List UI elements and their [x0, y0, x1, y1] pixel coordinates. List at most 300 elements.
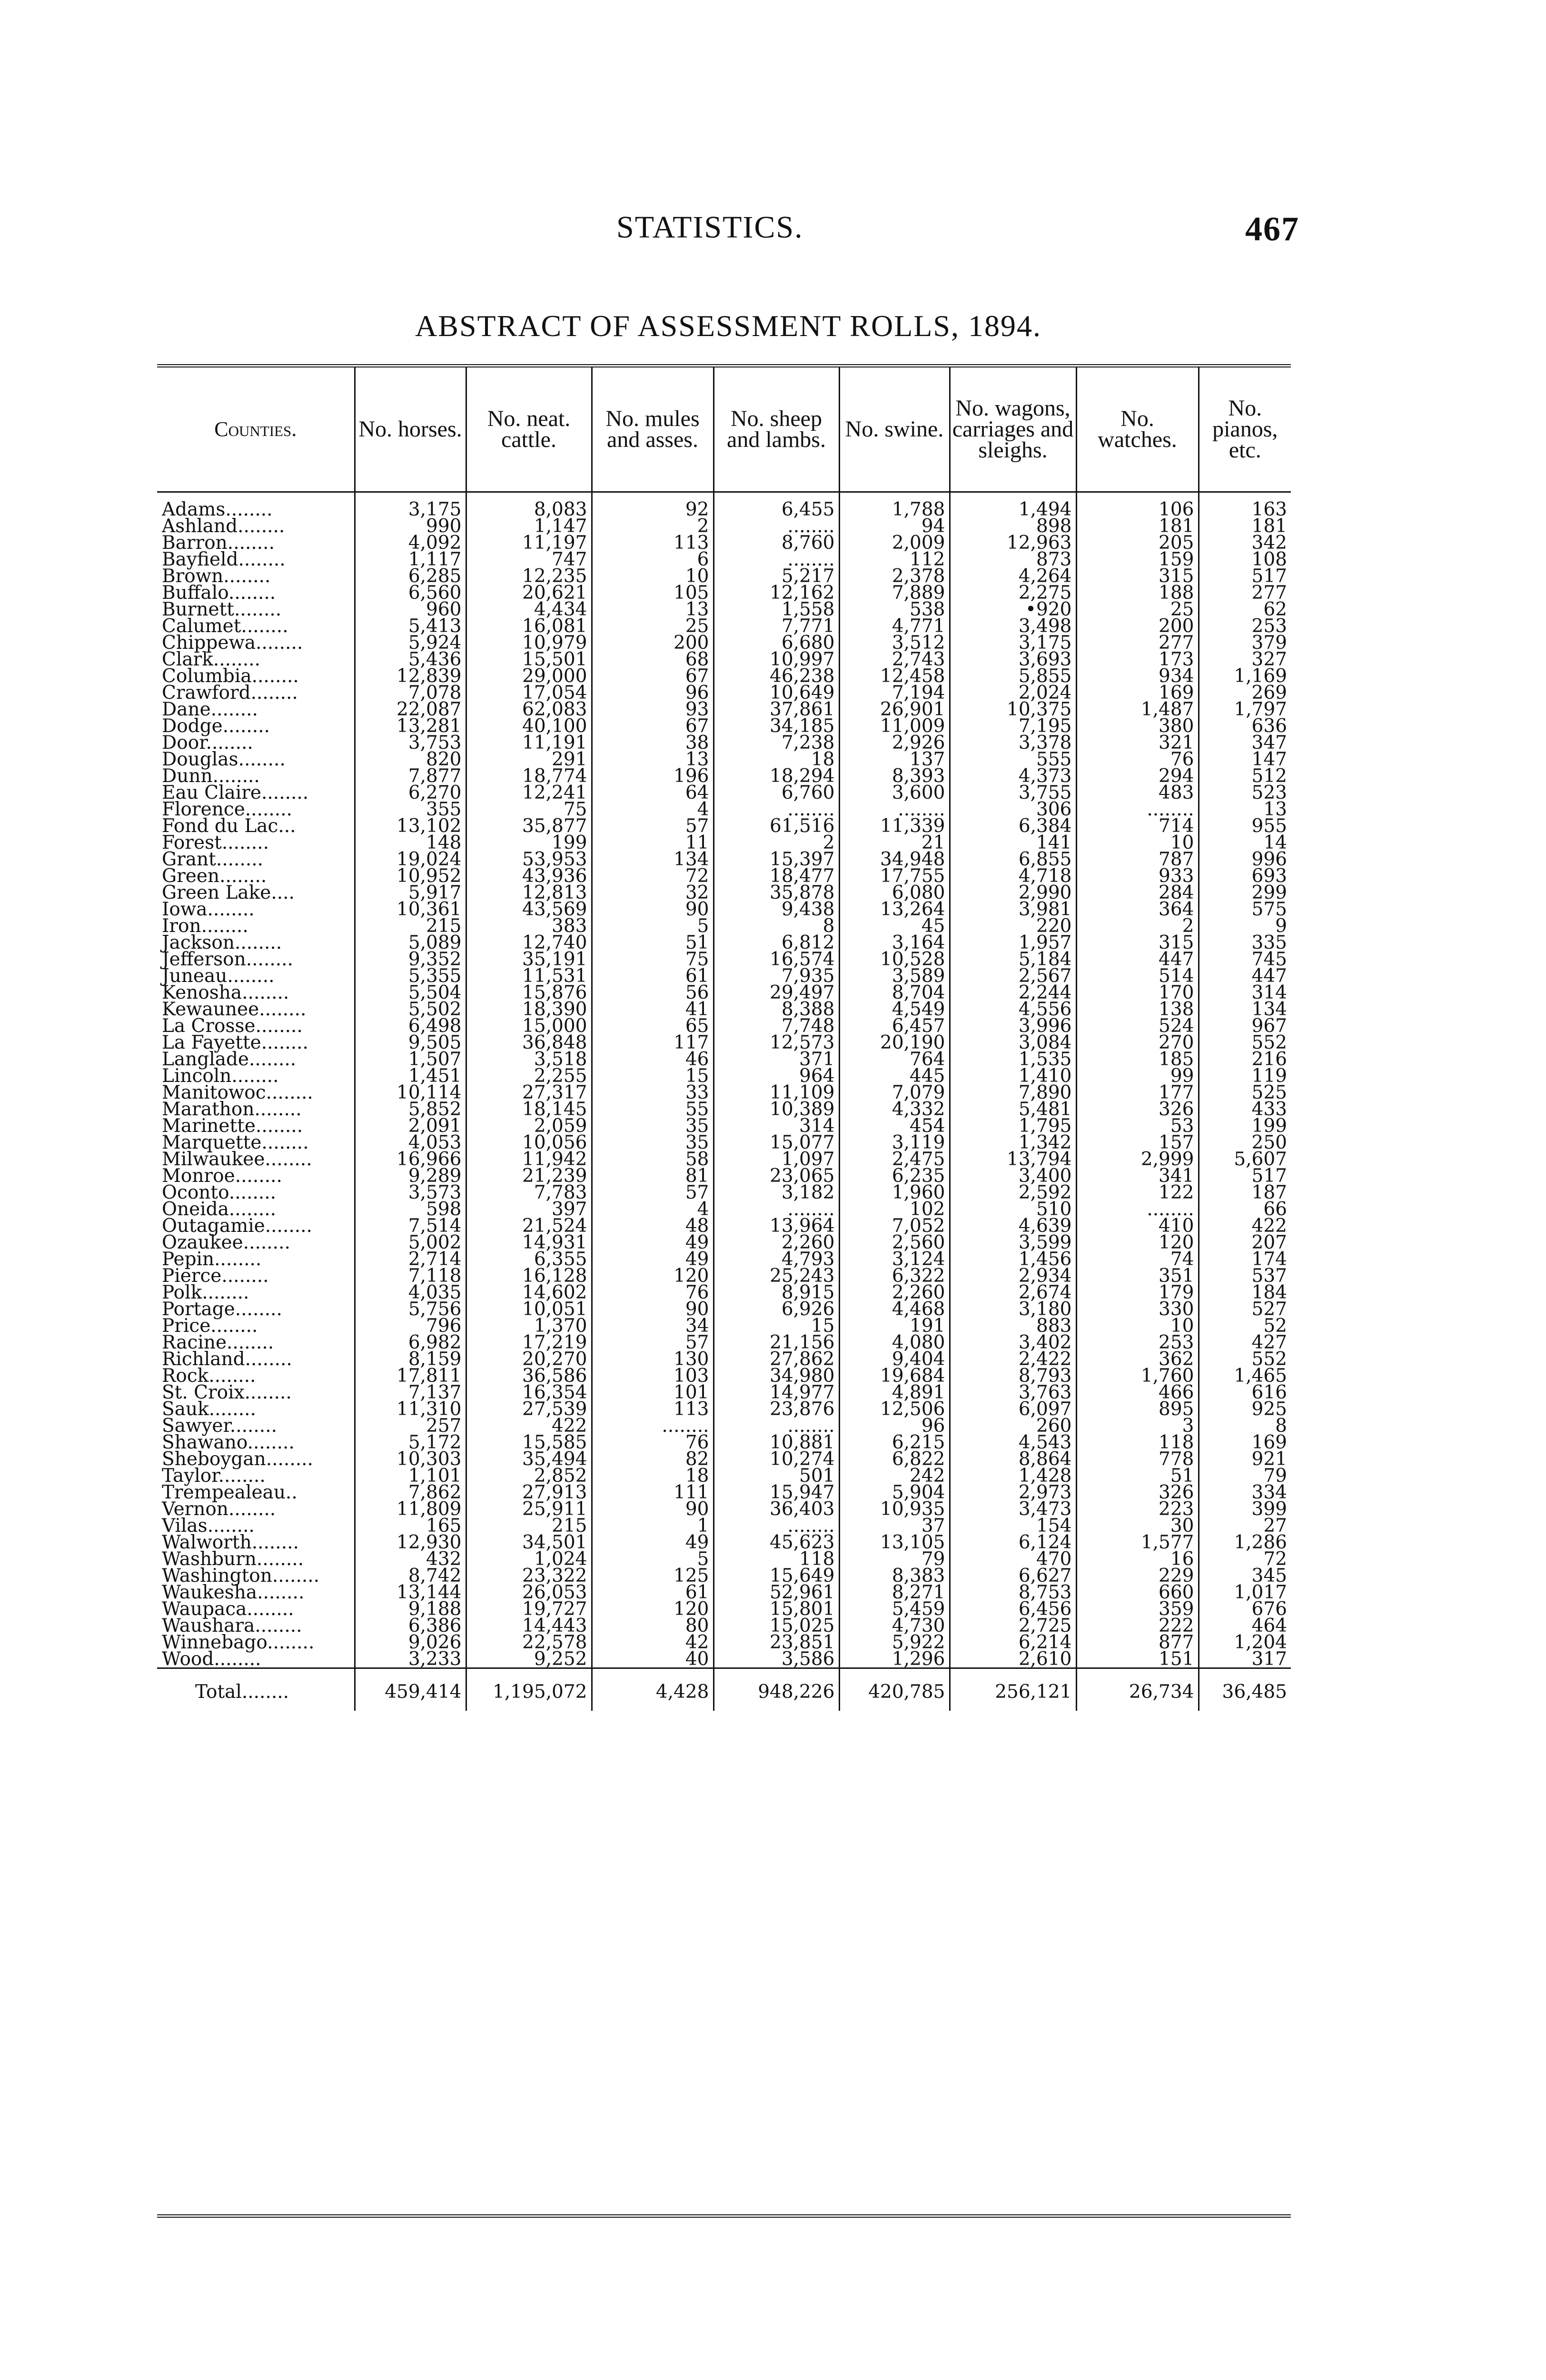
table-cell: 921 — [1199, 1451, 1291, 1468]
table-cell: 380 — [1076, 718, 1199, 734]
column-header: No. horses. — [355, 366, 466, 492]
table-row — [157, 1184, 1291, 1201]
table-cell: 2,725 — [950, 1617, 1076, 1634]
table-cell: 315 — [1076, 568, 1199, 585]
table-cell: 8,864 — [950, 1451, 1076, 1468]
table-cell: 527 — [1199, 1301, 1291, 1318]
table-cell: 7,862 — [355, 1484, 466, 1501]
table-row — [157, 984, 1291, 1001]
table-cell: 1,024 — [466, 1551, 592, 1567]
table-cell: 4,332 — [839, 1101, 950, 1118]
table-cell: 1,097 — [714, 1151, 839, 1168]
table-cell: 1,117 — [355, 551, 466, 568]
table-cell: 43,569 — [466, 901, 592, 918]
table-cell: 6,982 — [355, 1334, 466, 1351]
county-name: Shawano........ — [162, 1432, 295, 1453]
table-cell: 13 — [592, 751, 714, 768]
table-cell: 7,118 — [355, 1268, 466, 1284]
table-cell: 53,953 — [466, 851, 592, 868]
table-cell: 4,718 — [950, 868, 1076, 884]
table-cell: 8,271 — [839, 1584, 950, 1601]
table-cell: 7,079 — [839, 1084, 950, 1101]
table-cell: 676 — [1199, 1601, 1291, 1617]
table-cell: 8,383 — [839, 1567, 950, 1584]
table-cell: 5,436 — [355, 651, 466, 668]
table-cell: 9,188 — [355, 1601, 466, 1617]
table-cell: 877 — [1076, 1634, 1199, 1651]
table-cell: 1,795 — [950, 1118, 1076, 1134]
county-name: Dodge........ — [162, 715, 270, 737]
table-cell: 9,289 — [355, 1168, 466, 1184]
table-cell: 11,531 — [466, 968, 592, 984]
table-cell: 6,498 — [355, 1018, 466, 1034]
table-cell: 40,100 — [466, 718, 592, 734]
table-cell: 1,465 — [1199, 1368, 1291, 1384]
table-cell: 5,481 — [950, 1101, 1076, 1118]
table-cell: 14,602 — [466, 1284, 592, 1301]
table-cell: 58 — [592, 1151, 714, 1168]
table-row — [157, 851, 1291, 868]
table-cell: •920 — [950, 601, 1076, 618]
running-title: STATISTICS. — [616, 210, 803, 245]
table-cell: 25,911 — [466, 1501, 592, 1517]
county-name: Oneida........ — [162, 1199, 277, 1220]
table-cell: 523 — [1199, 784, 1291, 801]
table-cell: 960 — [355, 601, 466, 618]
table-cell: 9,352 — [355, 951, 466, 968]
table-row — [157, 1218, 1291, 1234]
table-cell: 9 — [1199, 918, 1291, 934]
total-cell: 1,195,072 — [466, 1668, 592, 1711]
table-cell: 120 — [592, 1601, 714, 1617]
table-cell: 81 — [592, 1168, 714, 1184]
table-cell: 3,498 — [950, 618, 1076, 635]
table-row — [157, 1168, 1291, 1184]
table-cell: 4,264 — [950, 568, 1076, 585]
table-cell: 105 — [592, 585, 714, 601]
table-cell: 10,056 — [466, 1134, 592, 1151]
table-cell: 2 — [1076, 918, 1199, 934]
table-cell: 11,009 — [839, 718, 950, 734]
table-cell: 873 — [950, 551, 1076, 568]
table-row — [157, 801, 1291, 818]
table-cell: 2,260 — [839, 1284, 950, 1301]
table-cell: 250 — [1199, 1134, 1291, 1151]
table-cell: 43,936 — [466, 868, 592, 884]
table-row — [157, 1151, 1291, 1168]
table-cell: 200 — [592, 635, 714, 651]
table-cell: 2,091 — [355, 1118, 466, 1134]
table-cell: 17,755 — [839, 868, 950, 884]
table-cell: 6,627 — [950, 1567, 1076, 1584]
county-name: Winnebago........ — [162, 1632, 315, 1653]
table-cell: 2,567 — [950, 968, 1076, 984]
table-cell: 21 — [839, 834, 950, 851]
table-cell: 216 — [1199, 1051, 1291, 1068]
table-cell: 8,742 — [355, 1567, 466, 1584]
table-row — [157, 668, 1291, 684]
table-cell: 8,393 — [839, 768, 950, 784]
table-cell: 16 — [1076, 1551, 1199, 1567]
table-row — [157, 701, 1291, 718]
table-row — [157, 1468, 1291, 1484]
table-cell: 2,422 — [950, 1351, 1076, 1368]
table-cell: 933 — [1076, 868, 1199, 884]
table-cell: 27 — [1199, 1517, 1291, 1534]
table-cell: 138 — [1076, 1001, 1199, 1018]
table-cell: 351 — [1076, 1268, 1199, 1284]
table-cell: 364 — [1076, 901, 1199, 918]
table-cell: 48 — [592, 1218, 714, 1234]
table-cell: 10,979 — [466, 635, 592, 651]
table-row — [157, 1001, 1291, 1018]
table-cell: 12,573 — [714, 1034, 839, 1051]
table-cell: 2 — [592, 518, 714, 535]
table-cell: 8 — [714, 918, 839, 934]
table-cell: 10,935 — [839, 1501, 950, 1517]
table-cell: 15,501 — [466, 651, 592, 668]
table-cell: 13,281 — [355, 718, 466, 734]
table-cell: 7,137 — [355, 1384, 466, 1401]
table-cell: 46,238 — [714, 668, 839, 684]
table-cell: 27,913 — [466, 1484, 592, 1501]
county-name: Manitowoc........ — [162, 1082, 313, 1103]
total-cell: 36,485 — [1199, 1668, 1291, 1711]
table-cell: 3,981 — [950, 901, 1076, 918]
county-name: Marinette........ — [162, 1115, 303, 1137]
county-name: Ozaukee........ — [162, 1232, 290, 1253]
table-cell: 6,215 — [839, 1434, 950, 1451]
table-cell: 181 — [1076, 518, 1199, 535]
table-cell: 23,322 — [466, 1567, 592, 1584]
table-cell: 1,577 — [1076, 1534, 1199, 1551]
table-cell: 154 — [950, 1517, 1076, 1534]
table-cell: 1,169 — [1199, 668, 1291, 684]
table-row — [157, 635, 1291, 651]
table-cell: 5,089 — [355, 934, 466, 951]
county-name: Pierce........ — [162, 1265, 269, 1287]
county-name: Juneau........ — [162, 965, 275, 987]
total-cell: 26,734 — [1076, 1668, 1199, 1711]
table-cell: 82 — [592, 1451, 714, 1468]
table-cell: 7,194 — [839, 684, 950, 701]
table-row — [157, 734, 1291, 751]
table-cell: 3,164 — [839, 934, 950, 951]
table-cell: 10,881 — [714, 1434, 839, 1451]
table-cell: 3,180 — [950, 1301, 1076, 1318]
table-cell: 967 — [1199, 1018, 1291, 1034]
table-cell: 222 — [1076, 1617, 1199, 1634]
table-cell: 3,586 — [714, 1651, 839, 1668]
table-row — [157, 1517, 1291, 1534]
table-cell: 6,214 — [950, 1634, 1076, 1651]
table-row — [157, 1284, 1291, 1301]
county-name: Dane........ — [162, 699, 258, 720]
table-cell: 2,560 — [839, 1234, 950, 1251]
table-cell: 45,623 — [714, 1534, 839, 1551]
table-cell: 57 — [592, 818, 714, 834]
table-cell: 2,743 — [839, 651, 950, 668]
table-cell: 62,083 — [466, 701, 592, 718]
table-cell: 148 — [355, 834, 466, 851]
table-cell: 15,801 — [714, 1601, 839, 1617]
table-cell: 355 — [355, 801, 466, 818]
table-cell: 1 — [592, 1517, 714, 1534]
county-name: Sawyer........ — [162, 1415, 277, 1437]
table-cell: 2,244 — [950, 984, 1076, 1001]
table-cell: 5,924 — [355, 635, 466, 651]
table-cell: 23,851 — [714, 1634, 839, 1651]
table-cell: 538 — [839, 601, 950, 618]
table-cell: 820 — [355, 751, 466, 768]
table-cell: 103 — [592, 1368, 714, 1384]
table-cell: 6,235 — [839, 1168, 950, 1184]
table-cell: 11,809 — [355, 1501, 466, 1517]
table-cell: 447 — [1199, 968, 1291, 984]
table-cell: 76 — [1076, 751, 1199, 768]
assessment-table — [157, 364, 1291, 1711]
table-row — [157, 868, 1291, 884]
table-cell: 2,852 — [466, 1468, 592, 1484]
table-cell: 4,080 — [839, 1334, 950, 1351]
table-cell: 379 — [1199, 635, 1291, 651]
county-name: Taylor........ — [162, 1465, 266, 1487]
table-cell: 1,797 — [1199, 701, 1291, 718]
table-cell: 18,145 — [466, 1101, 592, 1118]
table-cell: 80 — [592, 1617, 714, 1634]
table-cell: 2,059 — [466, 1118, 592, 1134]
table-cell: 514 — [1076, 968, 1199, 984]
table-row — [157, 551, 1291, 568]
table-cell: ........ — [714, 518, 839, 535]
table-cell: 1,960 — [839, 1184, 950, 1201]
table-cell: 1,451 — [355, 1068, 466, 1084]
table-cell: 200 — [1076, 618, 1199, 635]
table-cell: 517 — [1199, 1168, 1291, 1184]
table-cell: 470 — [950, 1551, 1076, 1567]
table-cell: 5,904 — [839, 1484, 950, 1501]
county-name: Richland........ — [162, 1349, 292, 1370]
table-cell: 51 — [1076, 1468, 1199, 1484]
table-row — [157, 1118, 1291, 1134]
table-cell: 242 — [839, 1468, 950, 1484]
table-cell: 4,639 — [950, 1218, 1076, 1234]
table-cell: 454 — [839, 1118, 950, 1134]
column-header: No. pianos, etc. — [1199, 366, 1291, 492]
table-cell: 4,549 — [839, 1001, 950, 1018]
county-name: St. Croix........ — [162, 1382, 292, 1403]
table-cell: 75 — [592, 951, 714, 968]
table-cell: 207 — [1199, 1234, 1291, 1251]
table-cell: 93 — [592, 701, 714, 718]
table-cell: 5 — [592, 1551, 714, 1567]
table-cell: 102 — [839, 1201, 950, 1218]
table-cell: 36,403 — [714, 1501, 839, 1517]
table-cell: 35 — [592, 1134, 714, 1151]
table-cell: 15,876 — [466, 984, 592, 1001]
table-cell: 11,310 — [355, 1401, 466, 1418]
table-cell: 6,386 — [355, 1617, 466, 1634]
table-cell: 5,355 — [355, 968, 466, 984]
table-cell: 10,361 — [355, 901, 466, 918]
table-row — [157, 1368, 1291, 1384]
table-cell: 23,876 — [714, 1401, 839, 1418]
county-name: Brown........ — [162, 565, 271, 587]
table-row — [157, 618, 1291, 635]
table-cell: 72 — [1199, 1551, 1291, 1567]
table-cell: 5,459 — [839, 1601, 950, 1617]
table-cell: 3,693 — [950, 651, 1076, 668]
table-cell: 120 — [592, 1268, 714, 1284]
table-cell: 137 — [839, 751, 950, 768]
table-cell: 118 — [714, 1551, 839, 1567]
table-cell: 422 — [1199, 1218, 1291, 1234]
table-cell: 5,502 — [355, 1001, 466, 1018]
table-cell: 8,388 — [714, 1001, 839, 1018]
table-cell: 764 — [839, 1051, 950, 1068]
county-name: Chippewa........ — [162, 632, 303, 654]
county-name: Crawford........ — [162, 682, 298, 704]
table-cell: 61,516 — [714, 818, 839, 834]
table-cell: 334 — [1199, 1484, 1291, 1501]
table-cell: 18,774 — [466, 768, 592, 784]
table-cell: 12,162 — [714, 585, 839, 601]
table-cell: 27,317 — [466, 1084, 592, 1101]
table-cell: 4,793 — [714, 1251, 839, 1268]
table-cell: 223 — [1076, 1501, 1199, 1517]
table-cell: 1,204 — [1199, 1634, 1291, 1651]
table-cell: 321 — [1076, 734, 1199, 751]
table-row — [157, 1401, 1291, 1418]
table-cell: 13,794 — [950, 1151, 1076, 1168]
county-name: Douglas........ — [162, 749, 286, 770]
table-cell: 18,390 — [466, 1001, 592, 1018]
county-name: Waukesha........ — [162, 1582, 305, 1603]
table-cell: 10,303 — [355, 1451, 466, 1468]
table-cell: 8,760 — [714, 535, 839, 551]
table-cell: 660 — [1076, 1584, 1199, 1601]
table-cell: 179 — [1076, 1284, 1199, 1301]
table-cell: 170 — [1076, 984, 1199, 1001]
table-cell: 6,384 — [950, 818, 1076, 834]
table-cell: 34,980 — [714, 1368, 839, 1384]
table-row — [157, 1584, 1291, 1601]
table-cell: 13,964 — [714, 1218, 839, 1234]
county-name: Bayfield........ — [162, 549, 286, 570]
total-label: Total........ — [157, 1668, 355, 1711]
table-cell: 96 — [592, 684, 714, 701]
table-cell: 1,370 — [466, 1318, 592, 1334]
table-cell: 10 — [1076, 834, 1199, 851]
county-name: Jackson........ — [162, 932, 282, 953]
table-cell: 34,185 — [714, 718, 839, 734]
table-cell: 229 — [1076, 1567, 1199, 1584]
table-cell: 4,771 — [839, 618, 950, 635]
table-cell: 5,607 — [1199, 1151, 1291, 1168]
table-cell: 27,539 — [466, 1401, 592, 1418]
table-cell: 433 — [1199, 1101, 1291, 1118]
table-cell: 464 — [1199, 1617, 1291, 1634]
table-row — [157, 1551, 1291, 1567]
table-cell: 4 — [592, 1201, 714, 1218]
table-cell: 10,528 — [839, 951, 950, 968]
table-cell: 8 — [1199, 1418, 1291, 1434]
table-cell: 2,275 — [950, 585, 1076, 601]
table-cell: 30 — [1076, 1517, 1199, 1534]
table-cell: 18,294 — [714, 768, 839, 784]
table-cell: 347 — [1199, 734, 1291, 751]
table-cell: 6,270 — [355, 784, 466, 801]
table-cell: 5,002 — [355, 1234, 466, 1251]
table-cell: 1,494 — [950, 492, 1076, 518]
table-row — [157, 951, 1291, 968]
county-name: Langlade........ — [162, 1049, 297, 1070]
table-cell: 934 — [1076, 668, 1199, 684]
table-cell: 1,101 — [355, 1468, 466, 1484]
table-cell: ........ — [714, 801, 839, 818]
table-row — [157, 492, 1291, 518]
table-cell: 19,684 — [839, 1368, 950, 1384]
table-cell: 3,573 — [355, 1184, 466, 1201]
table-cell: 21,524 — [466, 1218, 592, 1234]
table-cell: 12,813 — [466, 884, 592, 901]
table-cell: 787 — [1076, 851, 1199, 868]
county-name: Marathon........ — [162, 1099, 302, 1120]
county-name: Portage........ — [162, 1299, 282, 1320]
table-cell: 122 — [1076, 1184, 1199, 1201]
table-cell: 12,458 — [839, 668, 950, 684]
table-cell: 8,753 — [950, 1584, 1076, 1601]
table-cell: 996 — [1199, 851, 1291, 868]
table-cell: 65 — [592, 1018, 714, 1034]
table-cell: 22,578 — [466, 1634, 592, 1651]
table-cell: 4,556 — [950, 1001, 1076, 1018]
table-cell: 270 — [1076, 1034, 1199, 1051]
table-row — [157, 1301, 1291, 1318]
table-cell: 6,456 — [950, 1601, 1076, 1617]
table-cell: 17,219 — [466, 1334, 592, 1351]
table-cell: 3,996 — [950, 1018, 1076, 1034]
table-cell: 205 — [1076, 535, 1199, 551]
table-cell: 11,197 — [466, 535, 592, 551]
table-cell: 8,793 — [950, 1368, 1076, 1384]
header-row — [157, 366, 1291, 492]
table-cell: 3 — [1076, 1418, 1199, 1434]
table-cell: 12,740 — [466, 934, 592, 951]
table-cell: 10,274 — [714, 1451, 839, 1468]
table-body — [157, 492, 1291, 1668]
table-cell: 5,217 — [714, 568, 839, 585]
table-cell: 14 — [1199, 834, 1291, 851]
table-cell: 383 — [466, 918, 592, 934]
table-cell: 34,948 — [839, 851, 950, 868]
county-name: Oconto........ — [162, 1182, 277, 1203]
table-cell: 299 — [1199, 884, 1291, 901]
table-cell: 330 — [1076, 1301, 1199, 1318]
table-cell: 371 — [714, 1051, 839, 1068]
county-name: Door........ — [162, 732, 253, 754]
table-cell: 169 — [1076, 684, 1199, 701]
table-cell: 7,783 — [466, 1184, 592, 1201]
table-cell: 18 — [592, 1468, 714, 1484]
table-cell: 45 — [839, 918, 950, 934]
table-cell: 277 — [1076, 635, 1199, 651]
table-cell: 1,535 — [950, 1051, 1076, 1068]
table-cell: 174 — [1199, 1251, 1291, 1268]
table-cell: 10,649 — [714, 684, 839, 701]
table-cell: 3,753 — [355, 734, 466, 751]
table-cell: 277 — [1199, 585, 1291, 601]
